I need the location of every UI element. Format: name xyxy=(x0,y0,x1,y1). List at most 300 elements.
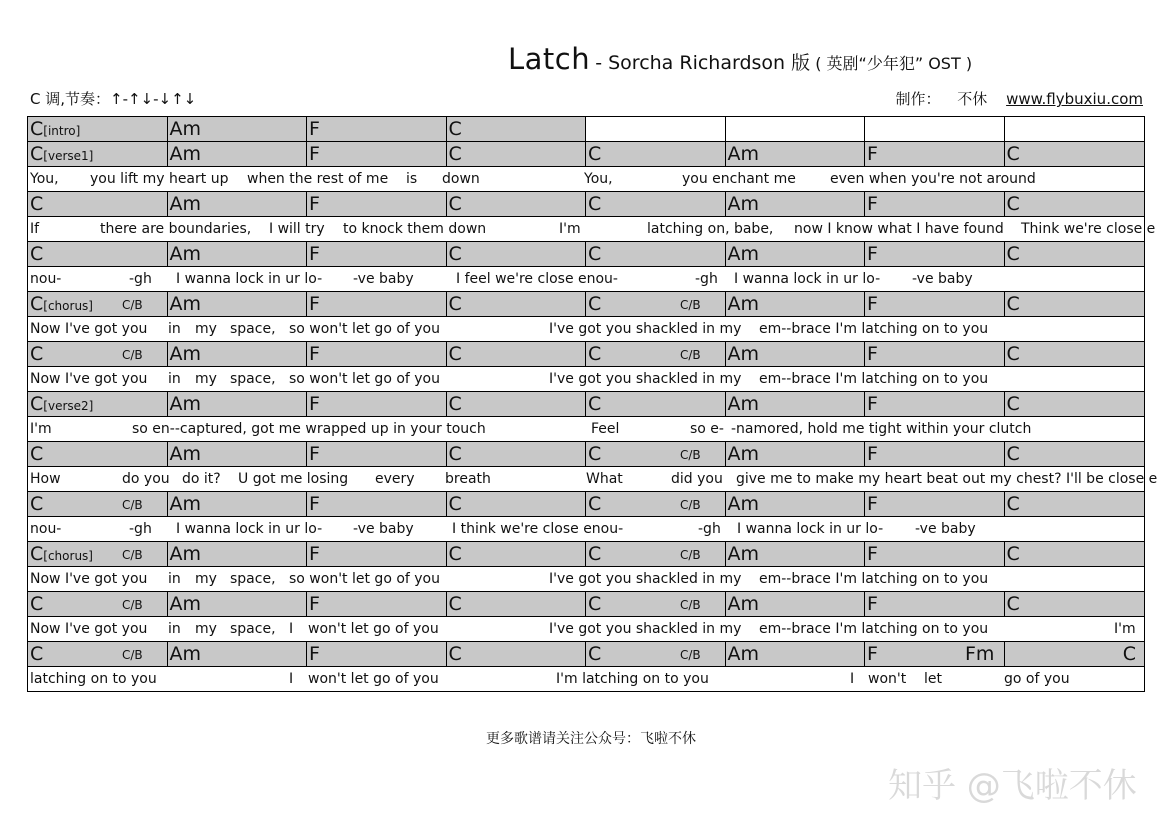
slash-chord: C/B xyxy=(680,348,701,362)
lyric-row xyxy=(28,517,1144,542)
lyric-text: Think we're close e xyxy=(1021,221,1156,237)
chord-cell xyxy=(307,292,447,316)
chord-cell xyxy=(28,592,168,616)
lyric-row xyxy=(28,267,1144,292)
lyric-row xyxy=(28,617,1144,642)
chord-name: C xyxy=(448,393,462,415)
lyric-row xyxy=(28,167,1144,192)
chord-name: C xyxy=(1006,593,1020,615)
chord-cell xyxy=(726,242,866,266)
chord-name: C xyxy=(1006,293,1020,315)
chord-cell xyxy=(726,642,866,666)
chord-cell xyxy=(726,542,866,566)
lyric-text: I xyxy=(850,671,855,687)
lyric-text: I wanna lock in ur lo- xyxy=(176,521,323,537)
lyric-text: I think we're close enou- xyxy=(452,521,624,537)
lyric-text: latching on to you xyxy=(30,671,157,687)
chord-cell xyxy=(447,242,587,266)
chord-cell xyxy=(1005,242,1145,266)
chord-name: C xyxy=(30,143,44,165)
chord-cell xyxy=(1005,117,1145,141)
chord-cell xyxy=(865,392,1005,416)
slash-chord: C/B xyxy=(680,648,701,662)
chord-name: C xyxy=(30,293,44,315)
lyric-text: in xyxy=(168,621,181,637)
chord-name: F xyxy=(309,443,320,465)
chord-cell xyxy=(1005,542,1145,566)
chord-row xyxy=(28,342,1144,367)
chord-name: F xyxy=(309,643,320,665)
lyric-row xyxy=(28,367,1144,392)
chord-name: F xyxy=(309,343,320,365)
slash-chord: C/B xyxy=(122,598,143,612)
chord-name: F xyxy=(309,543,320,565)
chord-cell xyxy=(447,392,587,416)
lyric-text: em--brace I'm latching on to you xyxy=(759,321,989,337)
chord-name: C xyxy=(448,443,462,465)
chord-name: C xyxy=(448,593,462,615)
chord-cell xyxy=(447,292,587,316)
lyric-text: -ve baby xyxy=(912,271,973,287)
chord-cell xyxy=(307,492,447,516)
chord-cell xyxy=(28,342,168,366)
lyric-text: -namored, hold me tight within your clutch xyxy=(731,421,1032,437)
lyric-text: even when you're not around xyxy=(830,171,1036,187)
lyric-text: nou- xyxy=(30,271,62,287)
chord-name: Am xyxy=(727,593,760,615)
chord-cell xyxy=(28,142,168,166)
chord-name: C xyxy=(448,643,462,665)
slash-chord: C/B xyxy=(122,648,143,662)
slash-chord: C/B xyxy=(122,498,143,512)
title-note: ( 英剧“少年犯” OST ) xyxy=(815,54,973,73)
chord-cell xyxy=(1005,142,1145,166)
lyric-text: I wanna lock in ur lo- xyxy=(734,271,881,287)
chord-cell xyxy=(307,142,447,166)
chord-row xyxy=(28,142,1144,167)
chord-name: Am xyxy=(169,193,202,215)
chord-name: C xyxy=(448,193,462,215)
chord-cell xyxy=(168,192,308,216)
chord-cell xyxy=(447,117,587,141)
chord-cell xyxy=(447,192,587,216)
chord-cell xyxy=(586,142,726,166)
lyric-text: Now I've got you xyxy=(30,371,148,387)
chord-cell xyxy=(726,342,866,366)
chord-row xyxy=(28,242,1144,267)
chord-cell xyxy=(447,542,587,566)
lyric-text: I'm latching on to you xyxy=(556,671,709,687)
slash-chord: C/B xyxy=(680,498,701,512)
chord-name: C xyxy=(448,543,462,565)
chord-cell xyxy=(28,242,168,266)
chord-cell xyxy=(865,242,1005,266)
song-title xyxy=(508,42,972,76)
chord-cell xyxy=(307,442,447,466)
chord-row xyxy=(28,442,1144,467)
chord-name: C xyxy=(588,293,602,315)
maker-name: 不休 xyxy=(957,90,988,108)
chord-cell xyxy=(865,192,1005,216)
lyric-text: I wanna lock in ur lo- xyxy=(737,521,884,537)
chord-name: Am xyxy=(169,118,202,140)
chord-cell xyxy=(586,117,726,141)
lyric-text: you lift my heart up xyxy=(90,171,229,187)
end-chord: C xyxy=(1122,643,1136,665)
chord-name: C xyxy=(30,118,44,140)
chord-cell xyxy=(865,592,1005,616)
lyric-text: down xyxy=(442,171,480,187)
chord-name: C xyxy=(1006,193,1020,215)
website-link[interactable]: www.flybuxiu.com xyxy=(1006,90,1143,108)
section-tag: [chorus] xyxy=(43,549,93,563)
chord-cell xyxy=(865,542,1005,566)
lyric-text: in xyxy=(168,371,181,387)
chord-name: C xyxy=(1006,243,1020,265)
lyric-text: nou- xyxy=(30,521,62,537)
lyric-text: I xyxy=(289,671,294,687)
second-chord: Fm xyxy=(965,643,995,665)
chord-row xyxy=(28,642,1144,667)
chord-cell xyxy=(28,642,168,666)
chord-name: C xyxy=(1006,343,1020,365)
watermark: 知乎 @飞啦不休 xyxy=(888,766,1137,806)
chord-name: C xyxy=(30,393,44,415)
chord-cell xyxy=(586,442,726,466)
chord-cell xyxy=(586,592,726,616)
lyric-text: my xyxy=(195,371,217,387)
lyric-text: so en--captured, got me wrapped up in your touch xyxy=(132,421,486,437)
chord-row xyxy=(28,192,1144,217)
lyric-text: breath xyxy=(445,471,491,487)
footer-note: 更多歌谱请关注公众号：飞啦不休 xyxy=(486,731,696,747)
chord-name: C xyxy=(588,143,602,165)
chord-name: Am xyxy=(727,443,760,465)
chord-cell xyxy=(168,442,308,466)
chord-name: Am xyxy=(727,193,760,215)
lyric-text: em--brace I'm latching on to you xyxy=(759,571,989,587)
chord-name: Am xyxy=(169,343,202,365)
chord-name: F xyxy=(867,343,878,365)
chord-name: C xyxy=(30,543,44,565)
chord-row xyxy=(28,292,1144,317)
lyric-text: U got me losing xyxy=(238,471,349,487)
chord-name: Am xyxy=(169,393,202,415)
chord-cell xyxy=(307,542,447,566)
chord-name: Am xyxy=(169,543,202,565)
chord-cell xyxy=(28,117,168,141)
section-tag: [verse2] xyxy=(43,399,94,413)
chord-cell xyxy=(865,492,1005,516)
chord-cell xyxy=(586,542,726,566)
lyric-text: my xyxy=(195,621,217,637)
lyric-text: -gh xyxy=(129,521,152,537)
chord-name: F xyxy=(867,293,878,315)
lyric-row xyxy=(28,417,1144,442)
lyric-text: so won't let go of you xyxy=(289,571,440,587)
chord-cell xyxy=(28,292,168,316)
chord-cell xyxy=(865,292,1005,316)
lyric-text: -gh xyxy=(698,521,721,537)
chord-name: Am xyxy=(727,143,760,165)
chord-name: Am xyxy=(727,543,760,565)
chord-cell xyxy=(586,242,726,266)
chord-cell xyxy=(168,642,308,666)
chord-cell xyxy=(307,342,447,366)
section-tag: [chorus] xyxy=(43,299,93,313)
slash-chord: C/B xyxy=(680,598,701,612)
chord-name: Am xyxy=(169,443,202,465)
chord-row xyxy=(28,542,1144,567)
chord-name: F xyxy=(867,543,878,565)
chord-name: C xyxy=(30,593,44,615)
lyric-text: space, xyxy=(230,321,276,337)
chord-name: C xyxy=(30,443,44,465)
chord-name: C xyxy=(588,193,602,215)
chord-name: C xyxy=(588,243,602,265)
chord-name: C xyxy=(448,143,462,165)
lyric-text: space, xyxy=(230,621,276,637)
lyric-text: won't let go of you xyxy=(308,671,439,687)
chord-name: Am xyxy=(169,593,202,615)
chord-cell xyxy=(1005,392,1145,416)
chord-cell xyxy=(586,492,726,516)
lyric-text: now I know what I have found xyxy=(794,221,1004,237)
lyric-text: Now I've got you xyxy=(30,621,148,637)
chord-cell xyxy=(447,492,587,516)
chord-name: C xyxy=(448,243,462,265)
lyric-text: -ve baby xyxy=(353,271,414,287)
chord-name: C xyxy=(30,243,44,265)
chord-name: F xyxy=(309,243,320,265)
lyric-text: so won't let go of you xyxy=(289,321,440,337)
chord-cell xyxy=(865,442,1005,466)
slash-chord: C/B xyxy=(680,298,701,312)
chord-name: Am xyxy=(727,393,760,415)
chord-name: C xyxy=(588,343,602,365)
chord-sheet xyxy=(27,116,1158,692)
chord-name: C xyxy=(1006,443,1020,465)
chord-name: C xyxy=(30,643,44,665)
chord-cell xyxy=(168,592,308,616)
chord-name: C xyxy=(588,543,602,565)
chord-name: F xyxy=(309,118,320,140)
slash-chord: C/B xyxy=(122,298,143,312)
chord-name: Am xyxy=(169,493,202,515)
lyric-text: won't xyxy=(868,671,907,687)
lyric-row xyxy=(28,467,1158,492)
chord-cell xyxy=(168,392,308,416)
section-tag: [verse1] xyxy=(43,149,94,163)
lyric-text: I'm xyxy=(559,221,581,237)
chord-name: C xyxy=(588,493,602,515)
lyric-text: I wanna lock in ur lo- xyxy=(176,271,323,287)
lyric-text: How xyxy=(30,471,61,487)
chord-name: Am xyxy=(169,143,202,165)
chord-cell xyxy=(447,642,587,666)
chord-cell xyxy=(307,242,447,266)
lyric-text: you enchant me xyxy=(682,171,796,187)
chord-name: F xyxy=(867,393,878,415)
lyric-text: did you xyxy=(671,471,723,487)
key-rhythm: C 调,节奏：↑-↑↓-↓↑↓ xyxy=(30,90,197,108)
lyric-text: I've got you shackled in my xyxy=(549,371,742,387)
chord-name: C xyxy=(30,343,44,365)
chord-cell xyxy=(586,642,726,666)
chord-name: C xyxy=(448,493,462,515)
chord-cell xyxy=(1005,642,1145,666)
chord-name: C xyxy=(588,443,602,465)
lyric-row xyxy=(28,567,1144,592)
lyric-text: What xyxy=(586,471,623,487)
lyric-text: I will try xyxy=(269,221,325,237)
chord-cell xyxy=(28,492,168,516)
chord-cell xyxy=(447,592,587,616)
chord-cell xyxy=(1005,492,1145,516)
lyric-text: space, xyxy=(230,371,276,387)
chord-cell xyxy=(726,492,866,516)
lyric-row xyxy=(28,317,1144,342)
chord-name: Am xyxy=(727,643,760,665)
lyric-text: Now I've got you xyxy=(30,321,148,337)
lyric-text: in xyxy=(168,571,181,587)
title-main: Latch xyxy=(508,42,591,76)
lyric-text: so won't let go of you xyxy=(289,371,440,387)
chord-cell xyxy=(726,192,866,216)
slash-chord: C/B xyxy=(122,348,143,362)
lyric-text: I'm xyxy=(30,421,52,437)
lyric-text: If xyxy=(30,221,40,237)
chord-name: C xyxy=(1006,493,1020,515)
lyric-text: is xyxy=(406,171,418,187)
chord-name: Am xyxy=(727,293,760,315)
chord-name: C xyxy=(1006,143,1020,165)
chord-cell xyxy=(1005,442,1145,466)
lyric-text: do you xyxy=(122,471,170,487)
chord-cell xyxy=(726,117,866,141)
chord-cell xyxy=(1005,592,1145,616)
chord-name: C xyxy=(30,493,44,515)
chord-name: Am xyxy=(727,343,760,365)
chord-row xyxy=(28,392,1144,417)
lyric-text: -gh xyxy=(129,271,152,287)
lyric-text: in xyxy=(168,321,181,337)
chord-cell xyxy=(447,442,587,466)
chord-cell xyxy=(865,117,1005,141)
lyric-text: I feel we're close enou- xyxy=(456,271,618,287)
lyric-text: I'm xyxy=(1114,621,1136,637)
chord-cell xyxy=(726,292,866,316)
lyric-text: give me to make my heart beat out my chest? I'll be close e xyxy=(736,471,1158,487)
chord-name: F xyxy=(309,593,320,615)
chord-name: Am xyxy=(169,243,202,265)
lyric-text: latching on, babe, xyxy=(647,221,774,237)
slash-chord: C/B xyxy=(122,548,143,562)
lyric-text: to knock them down xyxy=(343,221,487,237)
chord-cell xyxy=(586,342,726,366)
lyric-row xyxy=(28,217,1156,242)
chord-name: F xyxy=(867,243,878,265)
lyric-text: -gh xyxy=(695,271,718,287)
chord-name: C xyxy=(448,343,462,365)
chord-name: Am xyxy=(169,293,202,315)
chord-cell xyxy=(307,192,447,216)
chord-cell xyxy=(726,592,866,616)
chord-cell xyxy=(168,117,308,141)
chord-name: F xyxy=(867,493,878,515)
chord-cell xyxy=(168,342,308,366)
chord-cell xyxy=(168,492,308,516)
lyric-row xyxy=(28,667,1144,692)
chord-row xyxy=(28,117,1144,142)
title-artist: - Sorcha Richardson 版 xyxy=(595,52,811,74)
maker-label: 制作： xyxy=(895,90,941,108)
slash-chord: C/B xyxy=(680,548,701,562)
chord-name: F xyxy=(867,443,878,465)
lyric-text: every xyxy=(375,471,415,487)
chord-name: C xyxy=(588,643,602,665)
chord-name: C xyxy=(448,293,462,315)
chord-cell xyxy=(168,242,308,266)
chord-row xyxy=(28,492,1144,517)
credit xyxy=(896,88,1144,109)
chord-cell xyxy=(1005,192,1145,216)
chord-name: F xyxy=(309,393,320,415)
slash-chord: C/B xyxy=(680,448,701,462)
chord-row xyxy=(28,592,1144,617)
chord-name: F xyxy=(867,643,878,665)
lyric-text: so e- xyxy=(690,421,724,437)
chord-name: F xyxy=(309,293,320,315)
lyric-text: Feel xyxy=(591,421,620,437)
chord-name: Am xyxy=(169,643,202,665)
chord-cell xyxy=(168,542,308,566)
chord-cell xyxy=(28,442,168,466)
chord-cell xyxy=(28,192,168,216)
chord-cell xyxy=(865,342,1005,366)
chord-name: C xyxy=(588,393,602,415)
chord-name: F xyxy=(867,193,878,215)
lyric-text: go of you xyxy=(1004,671,1070,687)
chord-cell xyxy=(307,592,447,616)
chord-cell xyxy=(28,542,168,566)
chord-cell xyxy=(28,392,168,416)
chord-name: C xyxy=(30,193,44,215)
lyric-text: let xyxy=(924,671,942,687)
chord-cell xyxy=(586,192,726,216)
chord-name: C xyxy=(1006,393,1020,415)
lyric-text: -ve baby xyxy=(353,521,414,537)
chord-cell xyxy=(168,292,308,316)
lyric-text: do it? xyxy=(182,471,221,487)
lyric-text: my xyxy=(195,321,217,337)
lyric-text: You, xyxy=(584,171,613,187)
chord-cell xyxy=(168,142,308,166)
lyric-text: when the rest of me xyxy=(247,171,389,187)
chord-name: F xyxy=(867,143,878,165)
lyric-text: there are boundaries, xyxy=(100,221,252,237)
section-tag: [intro] xyxy=(43,124,81,138)
chord-name: F xyxy=(309,193,320,215)
chord-name: C xyxy=(448,118,462,140)
lyric-text: -ve baby xyxy=(915,521,976,537)
chord-name: Am xyxy=(727,243,760,265)
chord-name: F xyxy=(867,593,878,615)
lyric-text: I've got you shackled in my xyxy=(549,621,742,637)
chord-cell xyxy=(1005,342,1145,366)
chord-name: C xyxy=(588,593,602,615)
lyric-text: Now I've got you xyxy=(30,571,148,587)
